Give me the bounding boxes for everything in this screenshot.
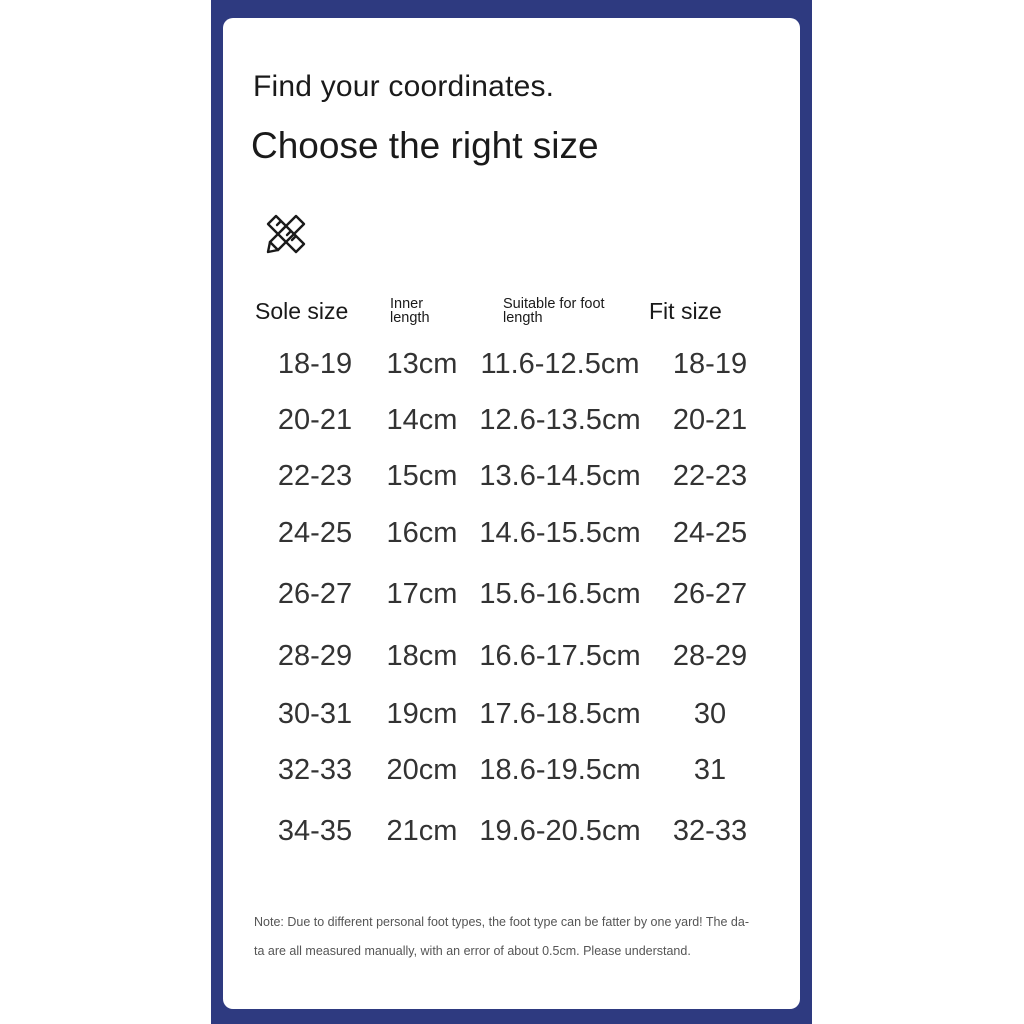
cell-fit-size: 20-21 [672,404,748,436]
cell-fit-size: 30 [693,698,727,730]
header-sole-size: Sole size [255,298,349,324]
cell-inner-length: 18cm [386,640,458,672]
cell-fit-size: 22-23 [672,460,748,492]
cell-foot-length: 19.6-20.5cm [479,815,641,847]
cell-fit-size: 32-33 [672,815,748,847]
cell-inner-length: 13cm [386,348,458,380]
cell-foot-length: 16.6-17.5cm [479,640,641,672]
cell-inner-length: 17cm [386,578,458,610]
cell-fit-size: 24-25 [672,517,748,549]
header-inner-length-line1: Inner [390,296,424,312]
cell-sole-size: 26-27 [277,578,353,610]
cell-foot-length: 11.6-12.5cm [480,348,640,380]
cell-inner-length: 19cm [386,698,458,730]
header-suitable-line1: Suitable for foot [503,296,605,312]
cell-fit-size: 18-19 [672,348,748,380]
page-title: Choose the right size [251,125,599,166]
cell-foot-length: 15.6-16.5cm [479,578,641,610]
cell-fit-size: 31 [693,754,727,786]
cell-sole-size: 32-33 [277,754,353,786]
cell-sole-size: 34-35 [277,815,353,847]
heading-line-1: Find your coordinates. [253,70,555,103]
header-suitable-foot-length [503,297,605,325]
cell-inner-length: 15cm [386,460,458,492]
cell-sole-size: 24-25 [277,517,353,549]
footnote-line-1: Note: Due to different personal foot types, the foot type can be fatter by one yard! The da- [254,915,749,929]
header-fit-size: Fit size [649,298,722,324]
cell-foot-length: 13.6-14.5cm [479,460,641,492]
header-suitable-line2: length [503,310,543,326]
cell-sole-size: 20-21 [277,404,353,436]
ruler-pencil-icon [264,212,308,256]
cell-sole-size: 18-19 [277,348,353,380]
footnote-line-2: ta are all measured manually, with an error of about 0.5cm. Please understand. [254,944,691,958]
cell-sole-size: 28-29 [277,640,353,672]
cell-inner-length: 14cm [386,404,458,436]
header-inner-length-line2: length [390,310,430,326]
cell-sole-size: 22-23 [277,460,353,492]
cell-inner-length: 21cm [386,815,458,847]
cell-foot-length: 14.6-15.5cm [479,517,641,549]
cell-sole-size: 30-31 [277,698,353,730]
cell-fit-size: 28-29 [672,640,748,672]
cell-foot-length: 12.6-13.5cm [479,404,641,436]
cell-foot-length: 17.6-18.5cm [479,698,641,730]
cell-foot-length: 18.6-19.5cm [479,754,641,786]
cell-inner-length: 16cm [386,517,458,549]
header-inner-length [390,297,430,325]
footnote [254,908,774,966]
cell-inner-length: 20cm [386,754,458,786]
cell-fit-size: 26-27 [672,578,748,610]
